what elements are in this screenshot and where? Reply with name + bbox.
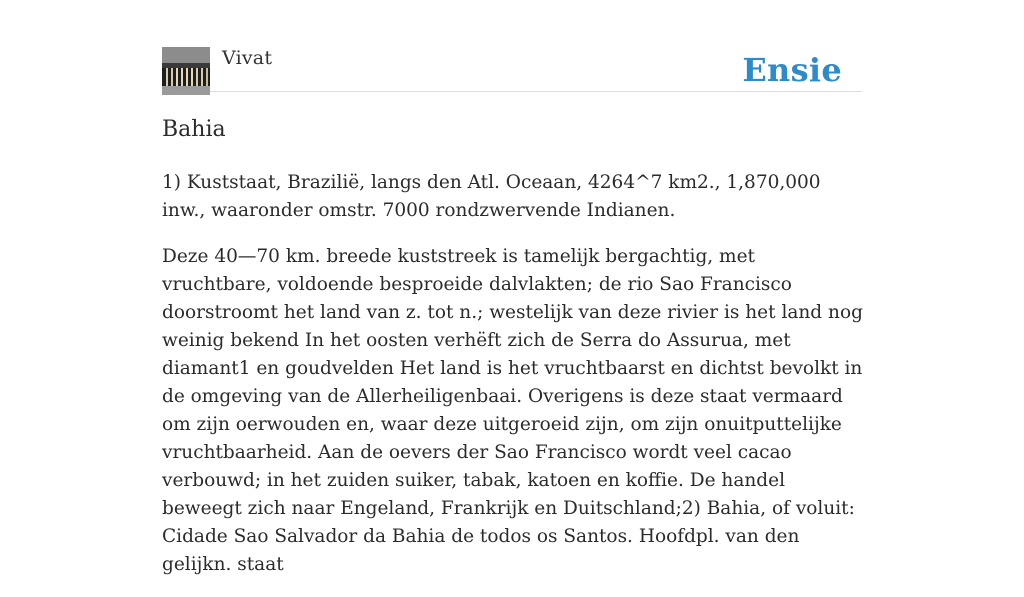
article-body (162, 169, 864, 597)
brand-logo[interactable]: Ensie (742, 51, 842, 89)
author-name[interactable]: Vivat (222, 47, 273, 69)
site-header (162, 46, 862, 92)
article-title: Bahia (162, 117, 226, 142)
library-columns-icon (162, 47, 210, 95)
article-paragraph: Deze 40—70 km. breede kuststreek is tamelijk bergachtig, met vruchtbare, voldoende besproeide dalvlakten; de rio Sao Francisco doorstroomt het land van z. tot n.; westelijk van deze rivier is het land nog weinig bekend In het oosten verhëft zich de Serra do Assurua, met diamant1 en goudvelden Het land is het vruchtbaarst en dichtst bevolkt in de omgeving van de Allerheiligenbaai. Overigens is deze staat vermaard om zijn oerwouden en, waar deze uitgeroeid zijn, om zijn onuitputtelijke vruchtbaarheid. Aan de oevers der Sao Francisco wordt veel cacao verbouwd; in het zuiden suiker, tabak, katoen en koffie. De handel beweegt zich naar Engeland, Frankrijk en Duitschland;2) Bahia, of voluit: Cidade Sao Salvador da Bahia de todos os Santos. Hoofdpl. van den gelijkn. staat (162, 246, 863, 575)
author-avatar[interactable] (162, 47, 210, 95)
article-paragraph: 1) Kuststaat, Brazilië, langs den Atl. Oceaan, 4264^7 km2., 1,870,000 inw., waaronder omstr. 7000 rondzwervende Indianen. (162, 172, 821, 221)
